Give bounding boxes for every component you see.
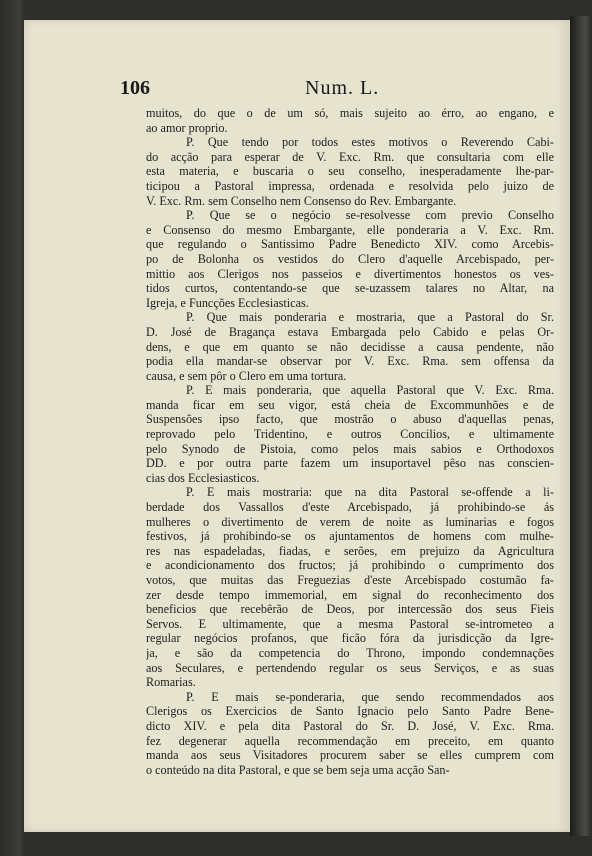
text-line: manda aos seus Visitadores procurem saber se elles cumprem com [146, 748, 554, 763]
text-line: pelo Synodo de Pistoia, como pelos mais sabios e Orthodoxos [146, 441, 554, 456]
text-line: dicto XIV. e pela dita Pastoral do Sr. D. José, V. Exc. Rma. [146, 718, 554, 733]
paragraph [146, 485, 554, 689]
text-line: Clerigos os Exercicios de Santo Ignacio pelo Santo Padre Bene- [146, 704, 554, 719]
paragraph [146, 106, 554, 135]
text-line: ticipou a Pastoral impressa, ordenada e resolvida pelo juizo de [146, 178, 554, 193]
text-line: regular negócios profanos, que ficão fóra da jurisdicção da Igre- [146, 631, 554, 646]
text-line: mulheres o divertimento de verem de noite as luminarias e fogos [146, 514, 554, 529]
text-line: zer desde tempo immemorial, em signal do reconhecimento dos [146, 587, 554, 602]
text-line: P. E mais mostraria: que na dita Pastoral se-offende a li- [186, 485, 554, 500]
text-line: causa, e sem pôr o Clero em uma tortura. [146, 368, 347, 383]
page-header [120, 77, 550, 99]
text-line: P. Que se o negócio se-resolvesse com previo Conselho [186, 208, 554, 223]
running-title: Num. L. [305, 77, 380, 99]
text-line: fez degenerar aquella recommendação em preceito, em quanto [146, 733, 554, 748]
text-line: Servos. E ultimamente, que a mesma Pastoral se-intrometeo a [146, 616, 554, 631]
text-line: votos, que muitas das Freguezias d'este Arcebispado costumão fa- [146, 573, 554, 587]
text-line: V. Exc. Rm. sem Conselho nem Consenso do Rev. Embargante. [146, 193, 457, 208]
text-line: reprovado pelo Tridentino, e outros Concilios, e ultimamente [146, 427, 554, 442]
body-text [146, 106, 554, 777]
text-line: P. Que mais ponderaria e mostraria, que a Pastoral do Sr. [186, 310, 554, 325]
paragraph [146, 690, 554, 778]
paragraph [146, 208, 554, 310]
text-line: e acondicionamento dos fructos; já prohibindo o cumprimento dos [146, 558, 554, 573]
text-line: ao amor proprio. [146, 120, 228, 135]
text-line: berdade dos Vassallos d'este Arcebispado, já prohibindo-se ás [146, 500, 554, 515]
page-number: 106 [120, 77, 150, 99]
book-edge [570, 16, 592, 836]
text-line: DD. e por outra parte fazem um insuportavel pêso nas conscien- [146, 456, 554, 471]
text-line: e Consenso do mesmo Embargante, elle ponderaria a V. Exc. Rm. [146, 222, 554, 237]
paragraph [146, 383, 554, 485]
text-line: res nas espadeladas, fiadas, e serões, em prejuizo da Agricultura [146, 543, 554, 558]
text-line: podia ella mandar-se observar por V. Exc. Rma. sem offensa da [146, 354, 554, 369]
text-line: Suspensões ipso facto, que mostrão o abuso d'aquellas penas, [146, 412, 554, 427]
text-line: manda ficar em seu vigor, está cheia de Excommunhões e de [146, 397, 554, 412]
paragraph [146, 310, 554, 383]
text-line: cias dos Ecclesiasticos. [146, 470, 260, 485]
text-line: ja, e são da competencia do Throno, impondo condemnações [146, 645, 554, 660]
text-line: dens, e que em quanto se não decidisse a causa pendente, não [146, 339, 554, 354]
text-line: beneficios que recebêrão de Deos, por intercessão dos seus Fieis [146, 602, 554, 617]
text-line: Igreja, e Funcções Ecclesiasticas. [146, 295, 309, 310]
text-line: P. E mais se-ponderaria, que sendo recommendados aos [186, 689, 554, 704]
text-line: P. E mais ponderaria, que aquella Pastoral que V. Exc. Rma. [186, 383, 554, 398]
text-line: D. José de Bragança estava Embargada pelo Cabido e pelas Or- [146, 324, 554, 339]
text-line: po de Bolonha os vestidos do Clero d'aquelle Arcebispado, per- [146, 251, 554, 266]
text-line: esta materia, e buscaria o seu conselho, inesperadamente lhe-par- [146, 164, 554, 179]
text-line: tidos curtos, contentando-se que se-uzassem talares no Altar, na [146, 281, 554, 296]
text-line: Romarias. [146, 675, 196, 690]
text-line: aos Seculares, e pertendendo regular os seus Serviços, e as suas [146, 660, 554, 675]
paragraph [146, 135, 554, 208]
text-line: muitos, do que o de um só, mais sujeito ao érro, ao engano, e [146, 106, 554, 120]
text-line: do acção para esperar de V. Exc. Rm. que consultaria com elle [146, 149, 554, 164]
text-line: festivos, já prohibindo-se os ajuntamentos de homens com mulhe- [146, 529, 554, 544]
text-line: P. Que tendo por todos estes motivos o Reverendo Cabi- [186, 135, 554, 150]
text-line: mittio aos Clerigos nos passeios e divertimentos honestos os ves- [146, 266, 554, 281]
text-line: o conteúdo na dita Pastoral, e que se bem seja uma acção San- [146, 762, 450, 777]
text-line: que regulando o Santissimo Padre Benedicto XIV. como Arcebis- [146, 237, 554, 252]
